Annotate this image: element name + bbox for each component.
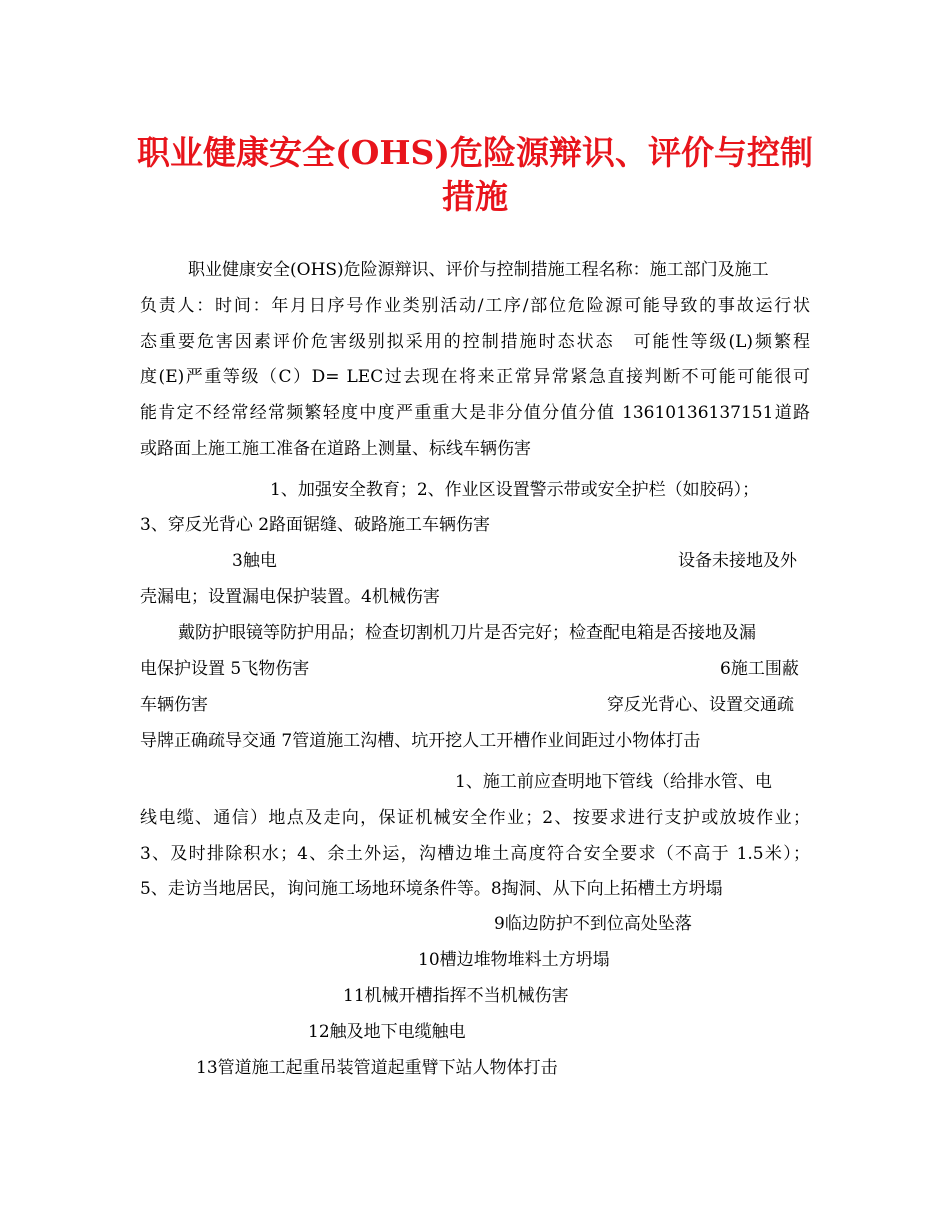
paragraph-line: 5、走访当地居民，询问施工场地环境条件等。8掏洞、从下向上拓槽土方坍塌 <box>140 879 723 899</box>
paragraph-line: 或路面上施工施工准备在道路上测量、标线车辆伤害 <box>140 439 531 459</box>
paragraph-line: 11机械开槽指挥不当机械伤害 <box>343 986 569 1006</box>
paragraph-line: 壳漏电；设置漏电保护装置。4机械伤害 <box>140 587 440 607</box>
paragraph-line: 负责人：时间：年月日序号作业类别活动/工序/部位危险源可能导致的事故运行状 <box>140 296 810 316</box>
paragraph-line: 13管道施工起重吊装管道起重臂下站人物体打击 <box>196 1058 558 1078</box>
paragraph-line: 1、施工前应查明地下管线（给排水管、电 <box>455 772 772 792</box>
paragraph-line: 3触电 <box>232 551 277 571</box>
paragraph-line: 3、及时排除积水；4、余土外运，沟槽边堆土高度符合安全要求（不高于 1.5米）； <box>140 844 810 864</box>
paragraph-line: 1、加强安全教育；2、作业区设置警示带或安全护栏（如胶码）； <box>270 480 760 500</box>
paragraph-line: 6施工围蔽 <box>720 659 799 679</box>
document-title-continued: 措施 <box>442 177 508 216</box>
paragraph-line: 态重要危害因素评价危害级别拟采用的控制措施时态状态 可能性等级(L)频繁程 <box>140 332 810 352</box>
paragraph-line: 穿反光背心、设置交通疏 <box>607 695 794 715</box>
paragraph-line: 电保护设置 5飞物伤害 <box>140 659 310 679</box>
paragraph-line: 线电缆、通信）地点及走向，保证机械安全作业；2、按要求进行支护或放坡作业； <box>140 808 810 828</box>
paragraph-line: 3、穿反光背心 2路面锯缝、破路施工车辆伤害 <box>140 515 491 535</box>
paragraph-line: 导牌正确疏导交通 7管道施工沟槽、坑开挖人工开槽作业间距过小物体打击 <box>140 731 701 751</box>
paragraph-line: 12触及地下电缆触电 <box>308 1022 466 1042</box>
paragraph-line: 职业健康安全(OHS)危险源辩识、评价与控制措施工程名称：施工部门及施工 <box>188 260 769 280</box>
document-title: 职业健康安全(OHS)危险源辩识、评价与控制 <box>137 133 813 172</box>
paragraph-line: 能肯定不经常经常频繁轻度中度严重重大是非分值分值分值 13610136137151道路 <box>140 403 810 423</box>
paragraph-line: 9临边防护不到位高处坠落 <box>494 914 692 934</box>
paragraph-line: 度(E)严重等级（C）D= LEC过去现在将来正常异常紧急直接判断不可能可能很可 <box>140 367 810 387</box>
paragraph-line: 10槽边堆物堆料土方坍塌 <box>418 950 610 970</box>
paragraph-line: 设备未接地及外 <box>678 551 797 571</box>
paragraph-line: 戴防护眼镜等防护用品；检查切割机刀片是否完好；检查配电箱是否接地及漏 <box>178 623 756 643</box>
paragraph-line: 车辆伤害 <box>140 695 208 715</box>
